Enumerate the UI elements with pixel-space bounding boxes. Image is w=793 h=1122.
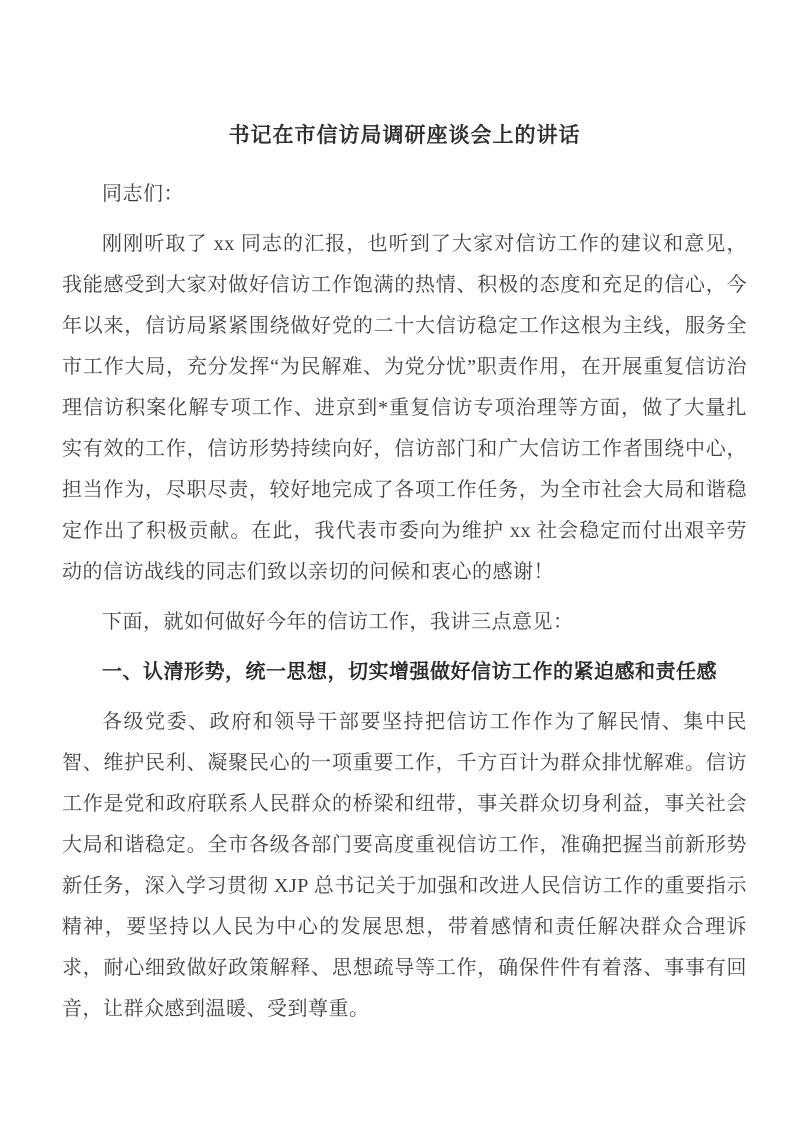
paragraph-transition: 下面，就如何做好今年的信访工作，我讲三点意见：	[102, 611, 574, 633]
paragraph-intro: 刚刚听取了 xx 同志的汇报，也听到了大家对信访工作的建议和意见，我能感受到大家对做好信访工作饱满的热情、积极的态度和充足的信心，今年以来，信访局紧紧围绕做好党的二十大信访稳定工作这根为主线，服务全市工作大局，充分发挥“为民解难、为党分忧”职责作用，在开展重复信访治理信访积案化解专项工作、进京到*重复信访专项治理等方面，做了大量扎实有效的工作，信访形势持续向好，信访部门和广大信访工作者围绕中心，担当作为，尽职尽责，较好地完成了各项工作任务，为全市社会大局和谐稳定作出了积极贡献。在此，我代表市委向为维护 xx 社会稳定而付出艰辛劳动的信访战线的同志们致以亲切的问候和衷心的感谢！	[62, 233, 747, 583]
document-title: 书记在市信访局调研座谈会上的讲话	[228, 123, 581, 147]
section-heading-1: 一、认清形势，统一思想，切实增强做好信访工作的紧迫感和责任感	[102, 661, 717, 683]
salutation: 同志们：	[102, 183, 184, 205]
paragraph-section-1-body: 各级党委、政府和领导干部要坚持把信访工作作为了解民情、集中民智、维护民利、凝聚民心的一项重要工作，千方百计为群众排忧解难。信访工作是党和政府联系人民群众的桥梁和纽带，事关群众切身利益，事关社会大局和谐稳定。全市各级各部门要高度重视信访工作，准确把握当前新形势新任务，深入学习贯彻 XJP 总书记关于加强和改进人民信访工作的重要指示精神，要坚持以人民为中心的发展思想，带着感情和责任解决群众合理诉求，耐心细致做好政策解释、思想疏导等工作，确保件件有着落、事事有回音，让群众感到温暖、受到尊重。	[62, 711, 747, 1020]
